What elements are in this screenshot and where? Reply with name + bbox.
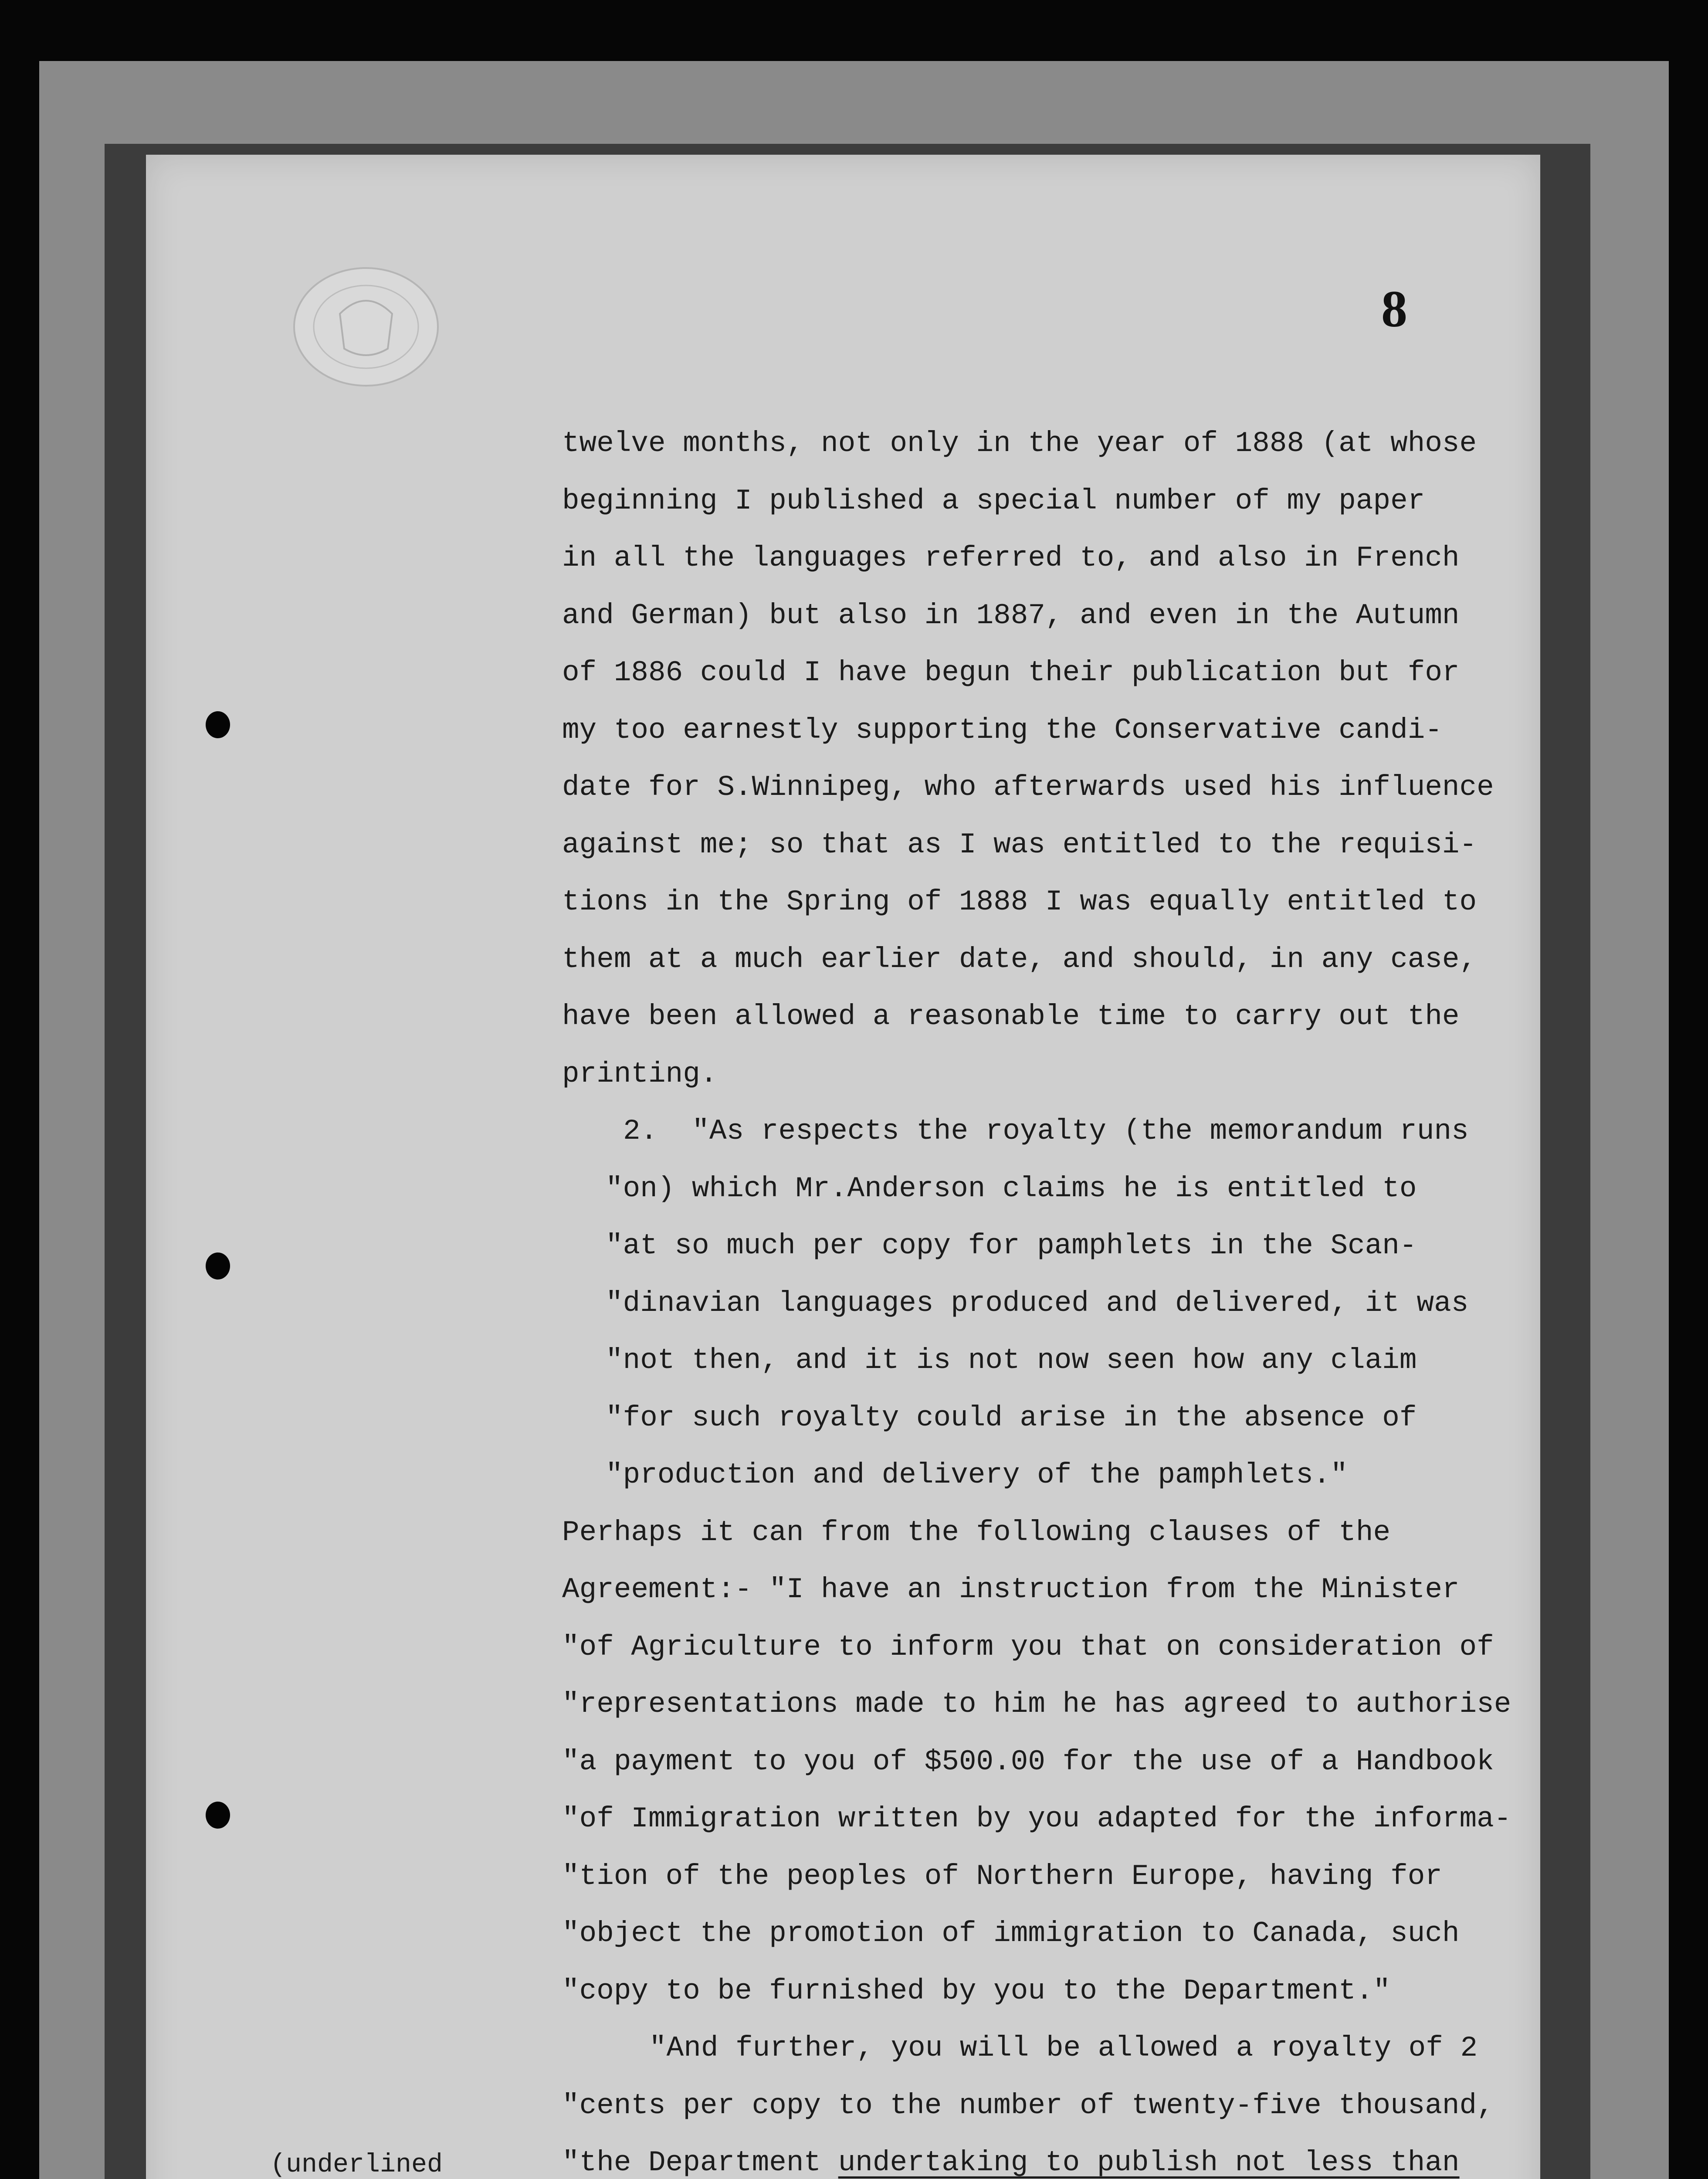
text-line: of 1886 could I have begun their publication but for (562, 656, 1460, 689)
text-line: in all the languages referred to, and also in French (562, 542, 1460, 574)
text-line: "not then, and it is not now seen how any claim (606, 1344, 1417, 1377)
text-line: beginning I published a special number of my paper (562, 484, 1425, 517)
text-line: "for such royalty could arise in the absence of (606, 1401, 1417, 1434)
text-line: Perhaps it can from the following clauses of the (562, 1516, 1391, 1549)
text-line: twelve months, not only in the year of 1888 (at whose (562, 427, 1477, 460)
text-line: "copy to be furnished by you to the Department." (562, 1974, 1391, 2007)
text-line: "cents per copy to the number of twenty-five thousand, (562, 2089, 1494, 2122)
underlined-text: undertaking to publish not less than (838, 2146, 1460, 2179)
text-line: "of Immigration written by you adapted for the informa- (562, 1802, 1511, 1835)
text-line: tions in the Spring of 1888 I was equally entitled to (562, 886, 1477, 918)
text-line: have been allowed a reasonable time to carry out the (562, 1000, 1460, 1033)
text-line: "dinavian languages produced and delivered, it was (606, 1286, 1469, 1320)
text-line: "And further, you will be allowed a royalty of 2 (649, 2032, 1478, 2064)
margin-note (270, 2148, 443, 2179)
embossed-seal-icon (288, 261, 444, 392)
text-line: "at so much per copy for pamphlets in the Scan- (606, 1229, 1417, 1262)
text-line: Agreement:- "I have an instruction from the Minister (562, 1573, 1460, 1606)
text-line: "object the promotion of immigration to Canada, such (562, 1917, 1460, 1950)
text-line: them at a much earlier date, and should, in any case, (562, 943, 1477, 976)
text-line: "tion of the peoples of Northern Europe, having for (562, 1860, 1442, 1893)
text-line: against me; so that as I was entitled to the requisi- (562, 828, 1477, 861)
page-number: 8 (1381, 280, 1407, 338)
text-line: printing. (562, 1057, 718, 1090)
text-line: "production and delivery of the pamphlets." (606, 1459, 1348, 1491)
text-line (562, 2148, 1460, 2177)
text-line: my too earnestly supporting the Conservative candi- (562, 713, 1442, 747)
text-line-plain: "the Department (562, 2146, 838, 2179)
text-line: "a payment to you of $500.00 for the use of a Handbook (562, 1745, 1494, 1778)
text-line: and German) but also in 1887, and even in the Autumn (562, 599, 1460, 632)
text-line: date for S.Winnipeg, who afterwards used his influence (562, 771, 1494, 804)
punch-hole (206, 711, 230, 738)
punch-hole (206, 1802, 230, 1829)
text-line: "of Agriculture to inform you that on consideration of (562, 1630, 1494, 1663)
text-line: "on) which Mr.Anderson claims he is entitled to (606, 1172, 1417, 1205)
text-line: "representations made to him he has agreed to authorise (562, 1688, 1511, 1721)
text-line: 2. "As respects the royalty (the memorandum runs (623, 1115, 1469, 1147)
punch-hole (206, 1252, 230, 1280)
margin-note-line: (underlined (270, 2150, 443, 2179)
